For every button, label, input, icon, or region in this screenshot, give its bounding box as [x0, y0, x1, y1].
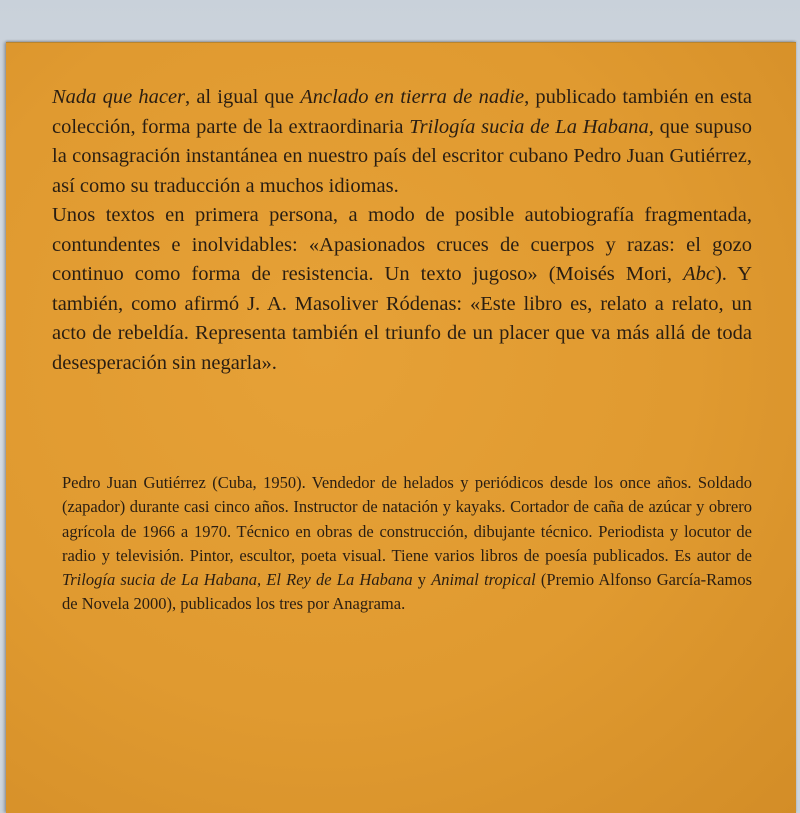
blurb-text-run: , que supuso la consagración instantánea en nuestro país del escritor cubano Pedro Juan Gutiérrez, así como su traducción a muchos idiomas.: [52, 115, 752, 197]
bio-text-run: (Premio Alfonso García-Ramos de Novela 2000), publicados los tres por Anagrama.: [62, 570, 752, 614]
title-anclado: Anclado en tierra de nadie: [300, 86, 525, 108]
bio-title-animal-tropical: Animal tropical: [431, 570, 536, 590]
bio-titles: Trilogía sucia de La Habana, El Rey de La Habana: [62, 570, 413, 590]
bio-paragraph: [62, 471, 752, 617]
blurb-text-run: , al igual que: [185, 86, 301, 108]
blurb-paragraph-1: [52, 83, 752, 201]
source-abc: Abc: [683, 263, 715, 285]
book-back-cover: [6, 42, 796, 813]
blurb-paragraph-2: [52, 201, 752, 378]
blurb-text-run: Unos textos en primera persona, a modo de posible autobiografía fragmentada, contundentes e inolvidables: «Apasionados cruces de cuerpos y razas: el gozo continuo como forma de resistencia. Un texto jugoso» (Moisés Mori,: [52, 204, 752, 285]
blurb-text-run: ). Y también, como afirmó J. A. Masoliver Ródenas: «Este libro es, relato a relato, un acto de rebeldía. Representa también el triunfo de un placer que va más allá de toda desesperación sin negarla».: [52, 263, 753, 374]
blurb-text: [52, 83, 752, 378]
author-bio: [62, 471, 752, 617]
title-nada-que-hacer: Nada que hacer: [52, 86, 186, 108]
blurb-text-run: , publicado también en esta colección, forma parte de la extraordinaria: [52, 86, 752, 138]
bio-text-run: Pedro Juan Gutiérrez (Cuba, 1950). Vendedor de helados y periódicos desde los once años. Soldado (zapador) durante casi cinco años. Instructor de natación y kayaks. Cortador de caña de azúcar y obrero agrícola de 1966 a 1970. Técnico en obras de construcción, dibujante técnico. Periodista y locutor de radio y televisión. Pintor, escultor, poeta visual. Tiene varios libros de poesía publicados. Es autor de: [62, 473, 752, 565]
bio-text-run: y: [412, 570, 432, 590]
title-trilogia: Trilogía sucia de La Habana: [409, 115, 649, 138]
